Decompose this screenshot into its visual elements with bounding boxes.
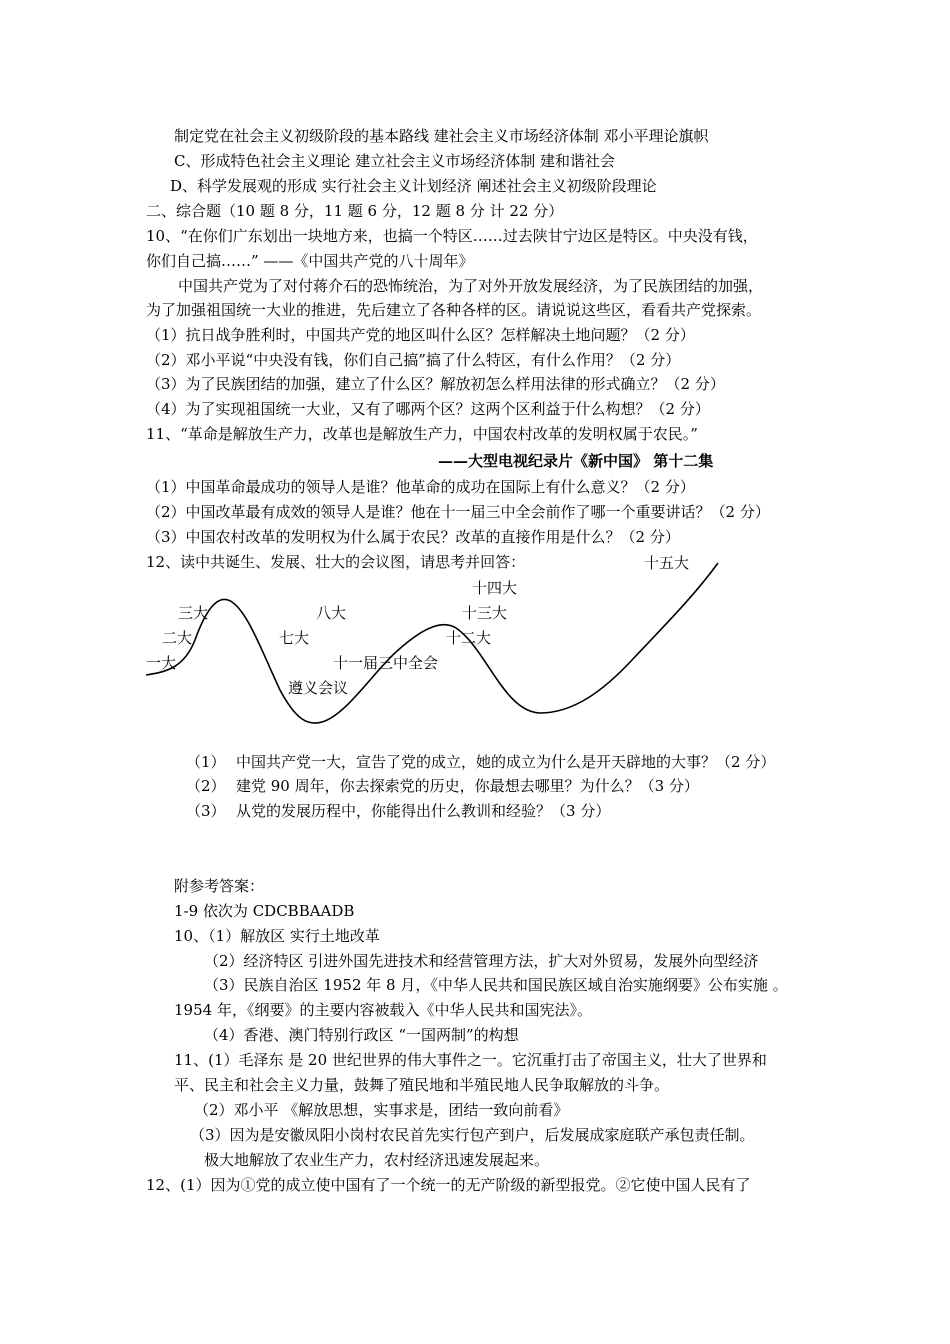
answer-11-2: （2）邓小平 《解放思想，实事求是，团结一致向前看》 <box>194 1101 569 1119</box>
q12-sub2: 建党 90 周年，你去探索党的历史，你最想去哪里？为什么？（3 分） <box>236 777 699 795</box>
answer-10-2: （2）经济特区 引进外国先进技术和经营管理方法，扩大对外贸易，发展外向型经济 <box>204 952 759 970</box>
q10-sub3: （3）为了民族团结的加强，建立了什么区？解放初怎么样用法律的形式确立？（2 分） <box>146 375 725 393</box>
q12-sub3: 从党的发展历程中，你能得出什么教训和经验？（3 分） <box>236 802 611 820</box>
label-zunyi-meeting: 遵义会议 <box>288 679 349 697</box>
answer-11-3-line2: 极大地解放了农业生产力，农村经济迅速发展起来。 <box>204 1151 550 1169</box>
q12-prompt: 12、读中共诞生、发展、壮大的会议图，请思考并回答： <box>146 553 526 571</box>
q10-intro-line2: 为了加强祖国统一大业的推进，先后建立了各种各样的区。请说说这些区，看看共产党探索。 <box>146 301 762 319</box>
answer-12-1: 12、(1）因为①党的成立使中国有了一个统一的无产阶级的新型报党。②它使中国人民有了 <box>146 1176 751 1194</box>
label-shi-san-da: 十三大 <box>462 604 508 622</box>
choice-option-b-line: 制定党在社会主义初级阶段的基本路线 建社会主义市场经济体制 邓小平理论旗帜 <box>174 127 709 145</box>
q10-sub1: （1）抗日战争胜利时，中国共产党的地区叫什么区？怎样解决土地问题？（2 分） <box>146 326 695 344</box>
q10-sub2: （2）邓小平说“中央没有钱，你们自己搞”搞了什么特区，有什么作用？（2 分） <box>146 351 681 369</box>
q12-sub2-number: （2） <box>186 777 226 795</box>
label-qi-da: 七大 <box>279 629 310 647</box>
q11-quote: 11、“革命是解放生产力，改革也是解放生产力，中国农村改革的发明权属于农民。” <box>146 425 698 443</box>
q12-sub1: 中国共产党一大，宣告了党的成立，她的成立为什么是开天辟地的大事？（2 分） <box>236 753 776 771</box>
answer-11-3-line1: （3）因为是安徽凤阳小岗村农民首先实行包产到户，后发展成家庭联产承包责任制。 <box>190 1126 755 1144</box>
answer-10-1: 10、（1）解放区 实行土地改革 <box>174 927 380 945</box>
answers-multiple-choice: 1-9 依次为 CDCBBAADB <box>174 902 355 920</box>
answer-10-4: （4）香港、澳门特别行政区 “一国两制”的构想 <box>204 1026 519 1044</box>
q10-quote-line2: 你们自己搞……” ——《中国共产党的八十周年》 <box>146 252 474 270</box>
development-curve-line <box>146 563 718 723</box>
answer-11-1-line1: 11、(1）毛泽东 是 20 世纪世界的伟大事件之一。它沉重打击了帝国主义，壮大了世界和 <box>174 1051 767 1069</box>
q12-sub3-number: （3） <box>186 802 226 820</box>
label-san-da: 三大 <box>178 604 209 622</box>
q10-sub4: （4）为了实现祖国统一大业，又有了哪两个区？这两个区利益于什么构想？（2 分） <box>146 400 710 418</box>
q11-sub2: （2）中国改革最有成效的领导人是谁？他在十一届三中全会前作了哪一个重要讲话？（2 分） <box>146 503 770 521</box>
answer-11-1-line2: 平、民主和社会主义力量，鼓舞了殖民地和半殖民地人民争取解放的斗争。 <box>174 1076 670 1094</box>
label-ba-da: 八大 <box>316 604 347 622</box>
label-third-plenum: 十一届三中全会 <box>333 654 439 672</box>
answer-10-3-line1: （3）民族自治区 1952 年 8 月，《中华人民共和国民族区域自治实施纲要》公布实施 。 <box>204 976 788 994</box>
q10-intro-line1: 中国共产党为了对付蒋介石的恐怖统治，为了对外开放发展经济，为了民族团结的加强， <box>178 277 764 295</box>
answer-10-3-line2: 1954 年，《纲要》的主要内容被载入《中华人民共和国宪法》。 <box>174 1001 592 1019</box>
q11-sub1: （1）中国革命最成功的领导人是谁？他革命的成功在国际上有什么意义？（2 分） <box>146 478 695 496</box>
label-yi-da: 一大 <box>146 654 177 672</box>
section-heading: 二、综合题（10 题 8 分，11 题 6 分，12 题 8 分 计 22 分） <box>146 202 564 220</box>
q11-source: ——大型电视纪录片《新中国》 第十二集 <box>438 452 714 470</box>
label-shi-er-da: 十二大 <box>446 629 492 647</box>
answers-heading: 附参考答案： <box>174 877 265 895</box>
choice-option-c: C、形成特色社会主义理论 建立社会主义市场经济体制 建和谐社会 <box>174 152 616 170</box>
label-shi-wu-da: 十五大 <box>644 554 690 572</box>
q10-quote-line1: 10、“在你们广东划出一块地方来，也搞一个特区……过去陕甘宁边区是特区。中央没有钱， <box>146 227 758 245</box>
label-shi-si-da: 十四大 <box>472 579 518 597</box>
label-er-da: 二大 <box>162 629 193 647</box>
q11-sub3: （3）中国农村改革的发明权为什么属于农民？改革的直接作用是什么？（2 分） <box>146 528 680 546</box>
q12-sub1-number: （1） <box>186 753 226 771</box>
choice-option-d: D、科学发展观的形成 实行社会主义计划经济 阐述社会主义初级阶段理论 <box>170 177 657 195</box>
